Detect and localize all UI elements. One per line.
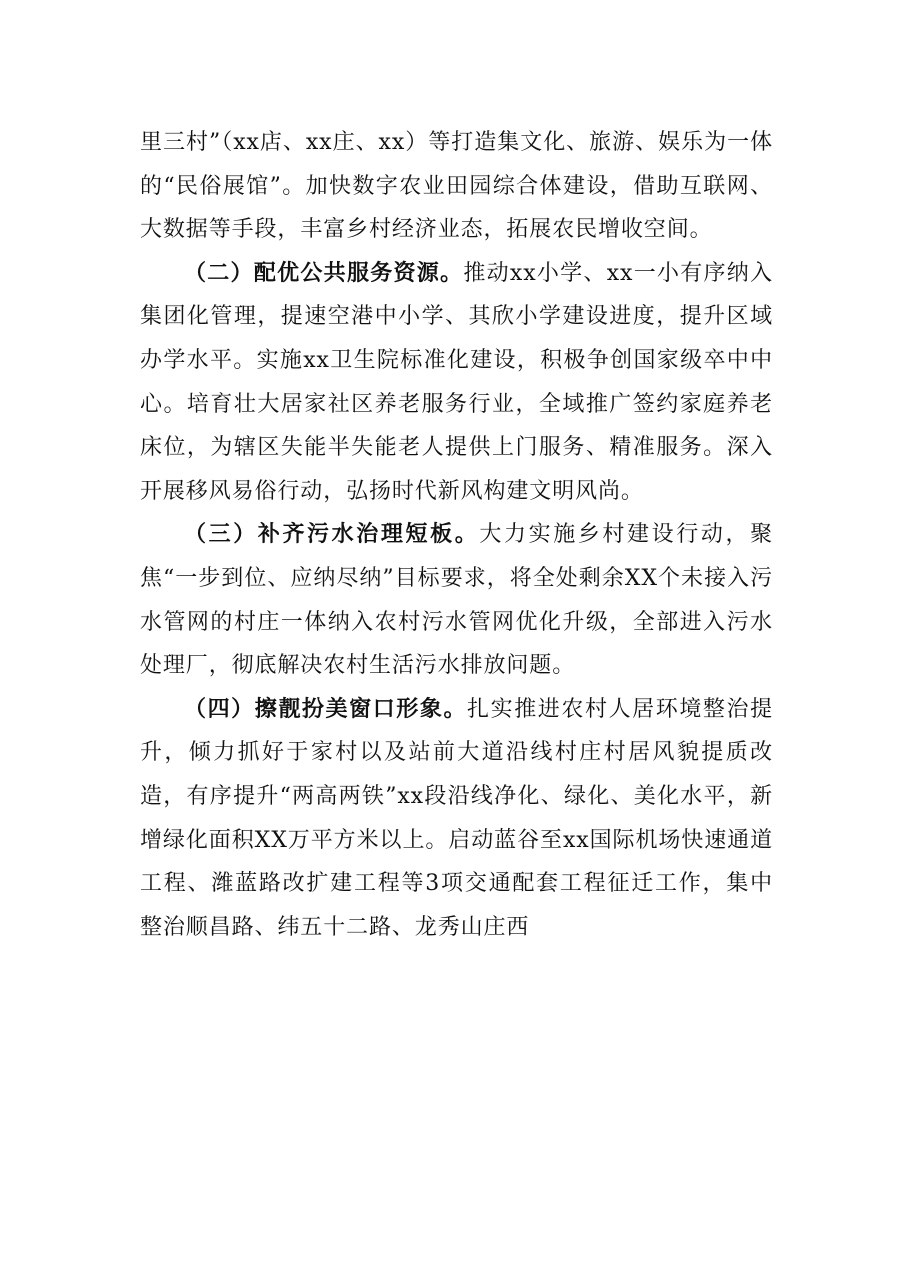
paragraph-body: 大力实施乡村建设行动，聚焦“一步到位、应纳尽纳”目标要求，将全处剩余XX个未接入污水管网的村庄一体纳入农村污水管网优化升级，全部进入污水处理厂，彻底解决农村生活污水排放问题。 (140, 522, 773, 679)
paragraph-public-services (140, 252, 773, 514)
paragraph-heading: （四）擦靓扮美窗口形象。 (184, 695, 468, 722)
paragraph-sewage (140, 513, 773, 687)
paragraph-body: 里三村”（xx店、xx庄、xx）等打造集文化、旅游、娱乐为一体的“民俗展馆”。加快数字农业田园综合体建设，借助互联网、大数据等手段，丰富乡村经济业态，拓展农民增收空间。 (140, 130, 773, 243)
document-body (140, 121, 773, 949)
paragraph-body: 扎实推进农村人居环境整治提升，倾力抓好于家村以及站前大道沿线村庄村居风貌提质改造，有序提升“两高两铁”xx段沿线净化、绿化、美化水平，新增绿化面积XX万平方米以上。启动蓝谷至xx国际机场快速通道工程、潍蓝路改扩建工程等3项交通配套工程征迁工作，集中整治顺昌路、纬五十二路、龙秀山庄西 (140, 696, 773, 940)
paragraph-body: 推动xx小学、xx一小有序纳入集团化管理，提速空港中小学、其欣小学建设进度，提升区域办学水平。实施xx卫生院标准化建设，积极争创国家级卒中中心。培育壮大居家社区养老服务行业，全域推广签约家庭养老床位，为辖区失能半失能老人提供上门服务、精准服务。深入开展移风易俗行动，弘扬时代新风构建文明风尚。 (140, 260, 773, 504)
paragraph-heading: （三）补齐污水治理短板。 (184, 521, 480, 548)
paragraph-heading: （二）配优公共服务资源。 (184, 259, 464, 286)
paragraph-window-image (140, 688, 773, 950)
paragraph-continuation (140, 121, 773, 252)
